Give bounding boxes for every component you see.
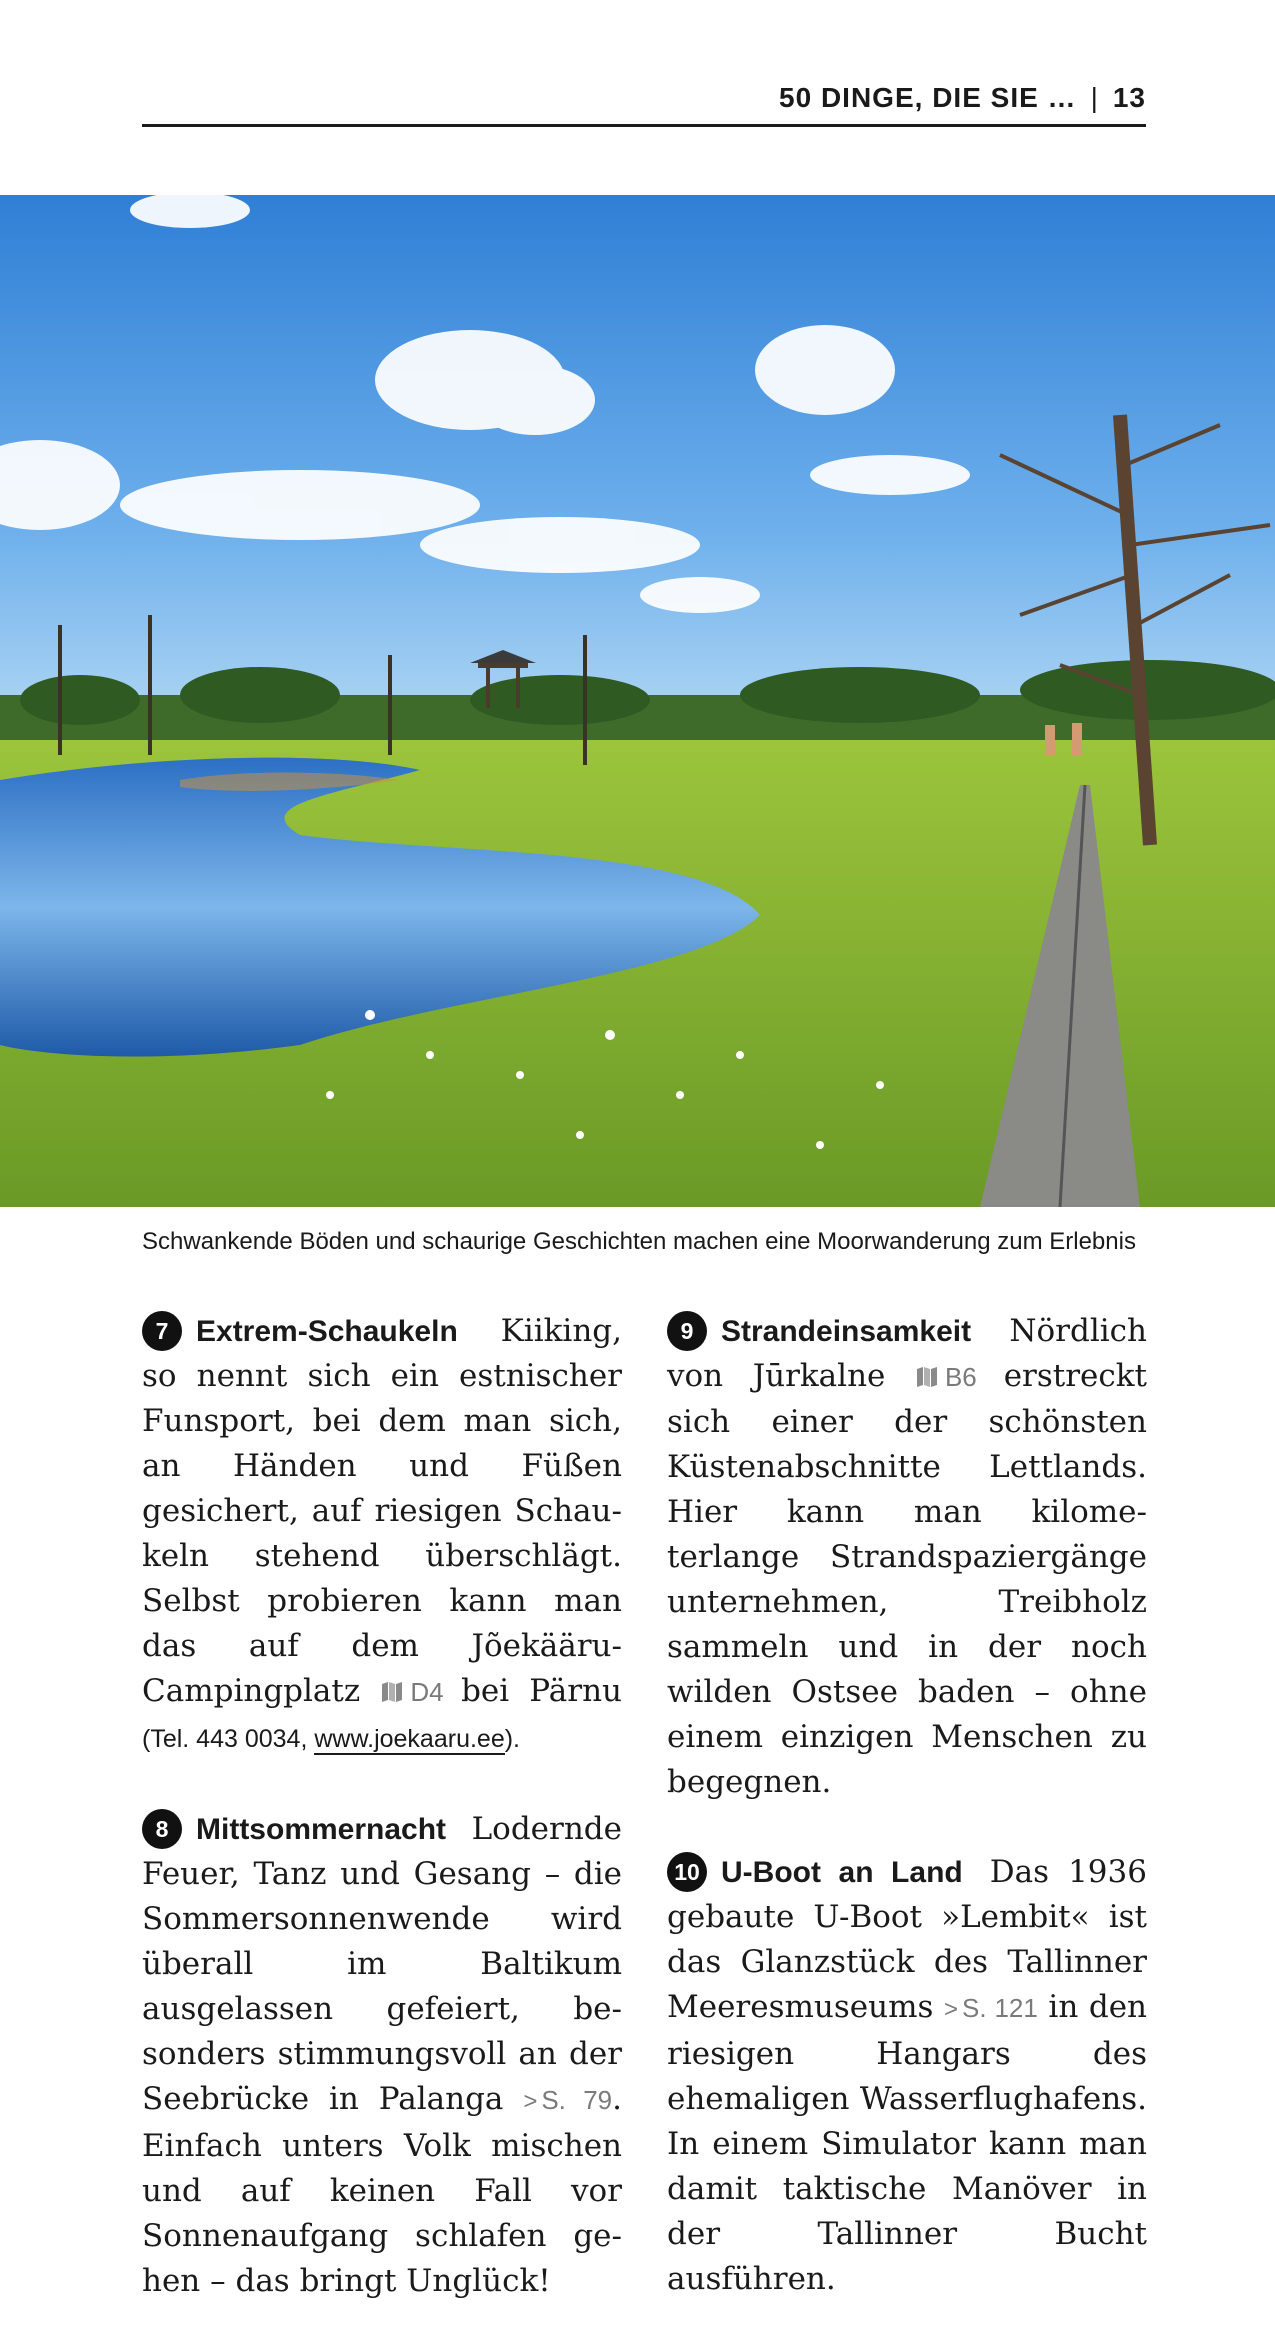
entry-title: Extrem-Schaukeln [196, 1315, 458, 1348]
entry-title: Strandeinsamkeit [721, 1315, 972, 1348]
entry-text: Lodernde Feuer, Tanz und Gesang – die Sommersonnenwende wird überall im Baltikum ausgelassen gefeiert, besonders stimmungsvoll an der Seebrücke in Palanga [142, 1811, 622, 2117]
entry-title: Mittsommernacht [196, 1813, 447, 1846]
website-link[interactable]: www.joekaaru.ee [314, 1725, 505, 1753]
entry-title: U-Boot an Land [721, 1856, 963, 1889]
entry-number-badge: 8 [142, 1809, 182, 1849]
map-reference [915, 1362, 1004, 1392]
contact-close: ). [504, 1725, 521, 1753]
right-column [667, 1309, 1147, 2347]
left-column [142, 1309, 622, 2349]
entry-text: . Einfach unters Volk mischen und auf keinen Fall vor Sonnenaufgang schlafen gehen – das bringt Unglück! [142, 2081, 622, 2299]
contact-info [142, 1725, 520, 1755]
entry-number-badge: 9 [667, 1311, 707, 1351]
contact-phone: (Tel. 443 0034, [142, 1725, 315, 1753]
entry-number-badge: 7 [142, 1311, 182, 1351]
map-icon [380, 1680, 404, 1704]
map-reference [380, 1677, 461, 1707]
entry-10 [667, 1850, 1147, 2302]
entry-text: in den riesigen Hangars des ehemaligen Wasserflughafens. In einem Simulator kann man damit taktische Manöver in der Tallinner Bucht ausführen. [667, 1989, 1148, 2297]
moor-landscape-photo [0, 195, 1275, 1207]
entry-text: Kiiking, so nennt sich ein estnischer Funsport, bei dem man sich, an Händen und Füßen gesichert, auf riesigen Schaukeln stehend überschlägt. Selbst probieren kann man das auf dem Jõekääru-Campingplatz [142, 1313, 622, 1709]
entry-text: erstreckt sich einer der schönsten Küstenabschnitte Lettlands. Hier kann man kilometerlange Strandspaziergänge unternehmen, Treibholz sammeln und in der noch wilden Ostsee baden – ohne einem einzigen Menschen zu begegnen. [667, 1358, 1147, 1800]
page-number: 13 [1112, 82, 1146, 113]
entry-8 [142, 1807, 622, 2304]
entry-7 [142, 1309, 622, 1762]
chevron-right-icon: > [943, 1996, 958, 2023]
map-icon [915, 1365, 939, 1389]
header-title: 50 DINGE, DIE SIE … [779, 82, 1077, 113]
page-reference[interactable] [944, 1993, 1038, 2023]
entry-text: Nördlich von Jūrkalne [667, 1313, 1147, 1394]
map-ref-code: B6 [944, 1362, 977, 1392]
chevron-right-icon: > [523, 2088, 538, 2115]
entry-text: bei Pärnu [461, 1673, 622, 1709]
entry-text: Das 1936 gebaute U-Boot »Lembit« ist das Glanzstück des Tallinner Meeresmuseums [667, 1854, 1147, 2025]
entry-9 [667, 1309, 1147, 1805]
running-header [142, 72, 1146, 127]
page-reference[interactable] [523, 2085, 612, 2115]
page-ref-text: S. 121 [961, 1993, 1038, 2023]
entry-number-badge: 10 [667, 1852, 707, 1892]
header-separator: | [1090, 82, 1099, 113]
page-ref-text: S. 79 [541, 2085, 613, 2115]
photo-caption: Schwankende Böden und schaurige Geschichten machen eine Moorwanderung zum Erlebnis [142, 1228, 1136, 1255]
map-ref-code: D4 [410, 1677, 444, 1707]
